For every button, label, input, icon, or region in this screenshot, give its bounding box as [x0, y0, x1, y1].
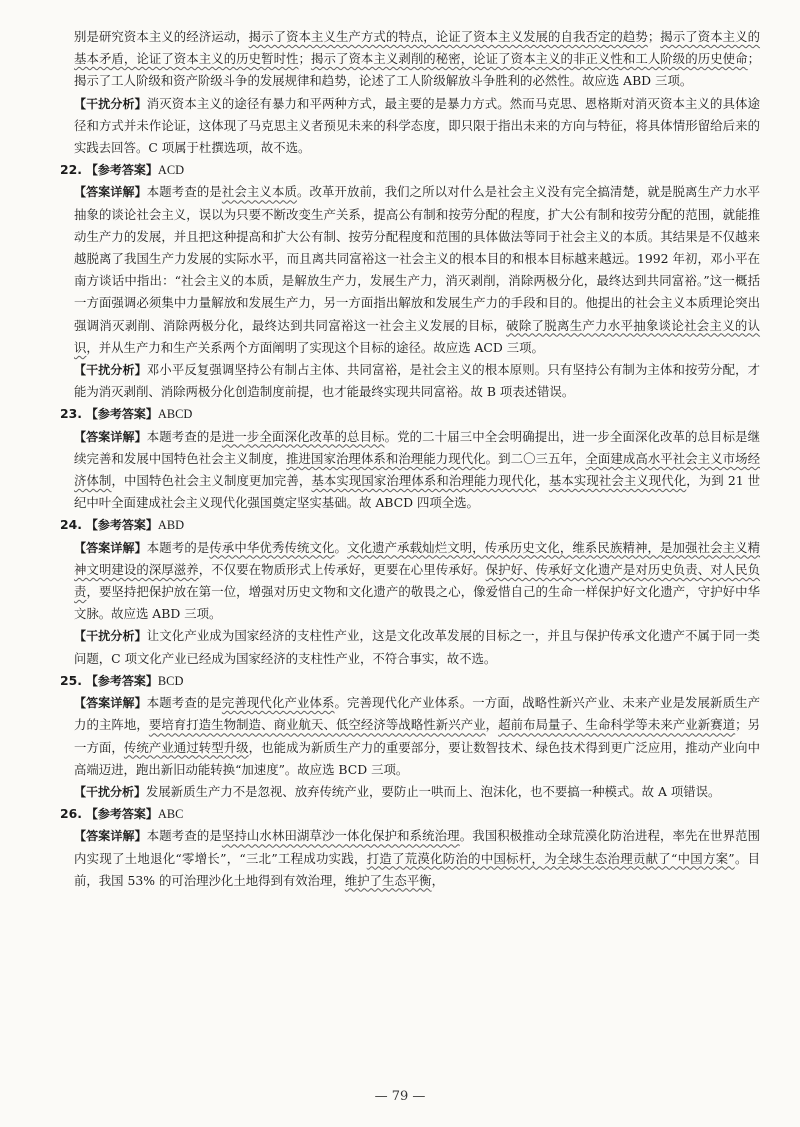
answer-detail: 【答案详解】本题考查的是社会主义本质。改革开放前，我们之所以对什么是社会主义没有完全搞清楚，就是脱离生产力水平抽象的谈论社会主义，误以为只要不断改变生产关系，提高公有制和按劳分配的程度，扩大公有制和按劳分配的范围，就能推动生产力的发展，并且把这种提高和扩大公有制、按劳分配程度和范围的具体做法等同于社会主义的本质。其结果是不仅越来越脱离了我国生产力发展的实际水平，而且离共同富裕这一社会主义的根本目的和根本目标越来越远。1992 年初，邓小平在南方谈话中指出：“社会主义的本质，是解放生产力，发展生产力，消灭剥削，消除两极分化，最终达到共同富裕。”这一概括一方面强调必须集中力量解放和发展生产力，另一方面指出解放和发展生产力的手段和目的。他提出的社会主义本质理论突出强调消灭剥削、消除两极分化，最终达到共同富裕这一社会主义发展的目标，破除了脱离生产力水平抽象谈论社会主义的认识，并从生产力和生产关系两个方面阐明了实现这个目标的途径。故应选 ACD 三项。	[74, 184, 761, 355]
answer-detail: 【答案详解】本题考查的是进一步全面深化改革的总目标。党的二十届三中全会明确提出，进一步全面深化改革的总目标是继续完善和发展中国特色社会主义制度，推进国家治理体系和治理能力现代化。到二〇三五年，全面建成高水平社会主义市场经济体制，中国特色社会主义制度更加完善，基本实现国家治理体系和治理能力现代化，基本实现社会主义现代化，为到 21 世纪中叶全面建成社会主义现代化强国奠定坚实基础。故 ABCD 四项全选。	[74, 428, 761, 511]
answer-tag: 【参考答案】	[85, 518, 158, 533]
underlined-phrase: 超前布局量子、生命科学等未来产业新赛道	[498, 717, 736, 733]
underlined-phrase: 维护了生态平衡	[344, 872, 432, 888]
answer-tag: 【参考答案】	[85, 163, 158, 178]
answer-detail: 【答案详解】本题考查的是坚持山水林田湖草沙一体化保护和系统治理。我国积极推动全球荒漠化防治进程，率先在世界范围内实现了土地退化“零增长”，“三北”工程成功实践，打造了荒漠化防治的中国标杆，为全球生态治理贡献了“中国方案”。目前，我国 53% 的可治理沙化土地得到有效治理，维护了生态平衡，	[74, 828, 761, 888]
distractor-analysis: 【干扰分析】消灭资本主义的途径有暴力和平两种方式，最主要的是暴力方式。然而马克思、恩格斯对消灭资本主义的具体途径和方式并未作论证，这体现了马克思主义者预见未来的科学态度，即只限于指出未来的方向与特征，将具体情形留给后来的实践去回答。C 项属于杜撰选项，故不选。	[74, 95, 760, 156]
answer-explanation-page	[60, 26, 760, 892]
detail-tag: 【答案详解】	[74, 696, 147, 711]
question-answer-row	[60, 514, 760, 536]
question-number: 22.	[60, 162, 82, 178]
answer-tag: 【参考答案】	[85, 807, 158, 822]
detail-tag: 【答案详解】	[74, 185, 147, 200]
answer-value: ABCD	[157, 407, 193, 422]
underlined-phrase: 保护好、传承好文化遗产是对历史负责、对人民负责	[74, 561, 761, 600]
underlined-phrase: 文化遗产承载灿烂文明，传承历史文化，维系民族精神，是加强社会主义精神文明建设的深厚滋养	[74, 539, 761, 577]
underlined-phrase: 揭示了资本主义的基本矛盾，论证了资本主义的历史暂时性	[74, 29, 761, 67]
distractor-tag: 【干扰分析】	[74, 784, 147, 799]
underlined-phrase: 进一步全面深化改革的总目标	[221, 428, 385, 444]
answer-value: BCD	[157, 673, 184, 688]
underlined-phrase: 要培育打造生物制造、商业航天、低空经济等战略性新兴产业	[148, 717, 486, 733]
distractor-analysis: 【干扰分析】让文化产业成为国家经济的支柱性产业，这是文化改革发展的目标之一，并且与保护传承文化遗产不属于同一类问题，C 项文化产业已经成为国家经济的支柱性产业，不符合事实，故不选。	[74, 628, 760, 666]
answer-value: ABC	[157, 807, 184, 822]
question-answer-row	[60, 670, 760, 692]
underlined-phrase: 完善现代化产业体系	[221, 695, 335, 711]
underlined-phrase: 全面建成高水平社会主义市场经济体制	[74, 450, 761, 489]
underlined-phrase: 社会主义本质	[221, 184, 297, 200]
detail-tag: 【答案详解】	[74, 829, 147, 844]
answer-detail: 【答案详解】本题考查的是完善现代化产业体系。完善现代化产业体系。一方面，战略性新兴产业、未来产业是发展新质生产力的主阵地，要培育打造生物制造、商业航天、低空经济等战略性新兴产业，超前布局量子、生命科学等未来产业新赛道；另一方面，传统产业通过转型升级，也能成为新质生产力的重要部分，要让数智技术、绿色技术得到更广泛应用，推动产业向中高端迈进，跑出新旧动能转换“加速度”。故应选 BCD 三项。	[74, 695, 761, 777]
answer-tag: 【参考答案】	[85, 673, 158, 688]
answer-tag: 【参考答案】	[85, 407, 158, 422]
distractor-tag: 【干扰分析】	[74, 363, 147, 378]
detail-tag: 【答案详解】	[74, 540, 147, 555]
underlined-phrase: 揭示了资本主义剥削的秘密，论证了资本主义的非正义性和工人阶级的历史使命	[310, 51, 748, 67]
answer-value: ACD	[157, 163, 185, 178]
question-answer-row	[60, 803, 760, 825]
underlined-phrase: 传承中华优秀传统文化	[209, 539, 335, 555]
question-number: 25.	[60, 672, 82, 688]
question-answer-row	[60, 403, 760, 425]
distractor-tag: 【干扰分析】	[74, 96, 147, 111]
underlined-phrase: 基本实现国家治理体系和治理能力现代化	[311, 473, 537, 489]
detail-tag: 【答案详解】	[74, 429, 147, 444]
underlined-phrase: 破除了脱离生产力水平抽象谈论社会主义的认识	[74, 317, 761, 355]
distractor-analysis: 【干扰分析】发展新质生产力不是忽视、放弃传统产业，要防止一哄而上、泡沫化，也不要搞一种模式。故 A 项错误。	[74, 783, 721, 799]
question-number: 23.	[60, 406, 82, 422]
underlined-phrase: 揭示了资本主义生产方式的特点，论证了资本主义发展的自我否定的趋势	[248, 29, 648, 44]
question-number: 24.	[60, 517, 82, 533]
intro-paragraph: 别是研究资本主义的经济运动，揭示了资本主义生产方式的特点，论证了资本主义发展的自我否定的趋势；揭示了资本主义的基本矛盾，论证了资本主义的历史暂时性；揭示了资本主义剥削的秘密，论证了资本主义的非正义性和工人阶级的历史使命；揭示了工人阶级和资产阶级斗争的发展规律和趋势，论述了工人阶级解放斗争胜利的必然性。故应选 ABD 三项。	[74, 29, 761, 89]
answer-detail: 【答案详解】本题考的是传承中华优秀传统文化。文化遗产承载灿烂文明，传承历史文化，维系民族精神，是加强社会主义精神文明建设的深厚滋养，不仅要在物质形式上传承好，更要在心里传承好。保护好、传承好文化遗产是对历史负责、对人民负责，要坚持把保护放在第一位，增强对历史文物和文化遗产的敬畏之心，像爱惜自己的生命一样保护好文化遗产，守护好中华文脉。故应选 ABD 三项。	[74, 539, 761, 622]
underlined-phrase: 推进国家治理体系和治理能力现代化	[286, 450, 486, 466]
underlined-phrase: 基本实现社会主义现代化	[548, 473, 687, 489]
distractor-analysis: 【干扰分析】邓小平反复强调坚持公有制占主体、共同富裕，是社会主义的根本原则。只有坚持公有制为主体和按劳分配，才能为消灭剥削、消除两极分化创造制度前提，也才能最终实现共同富裕。故 B 项表述错误。	[74, 362, 760, 400]
underlined-phrase: 传统产业通过转型升级	[123, 739, 249, 755]
underlined-phrase: 坚持山水林田湖草沙一体化保护和系统治理	[221, 828, 460, 844]
question-number: 26.	[60, 806, 82, 822]
question-answer-row	[60, 159, 760, 181]
underlined-phrase: 打造了荒漠化防治的中国标杆，为全球生态治理贡献了“中国方案”	[366, 850, 735, 866]
answer-value: ABD	[157, 518, 185, 533]
distractor-tag: 【干扰分析】	[74, 629, 147, 644]
page-number: — 79 —	[374, 1089, 426, 1104]
